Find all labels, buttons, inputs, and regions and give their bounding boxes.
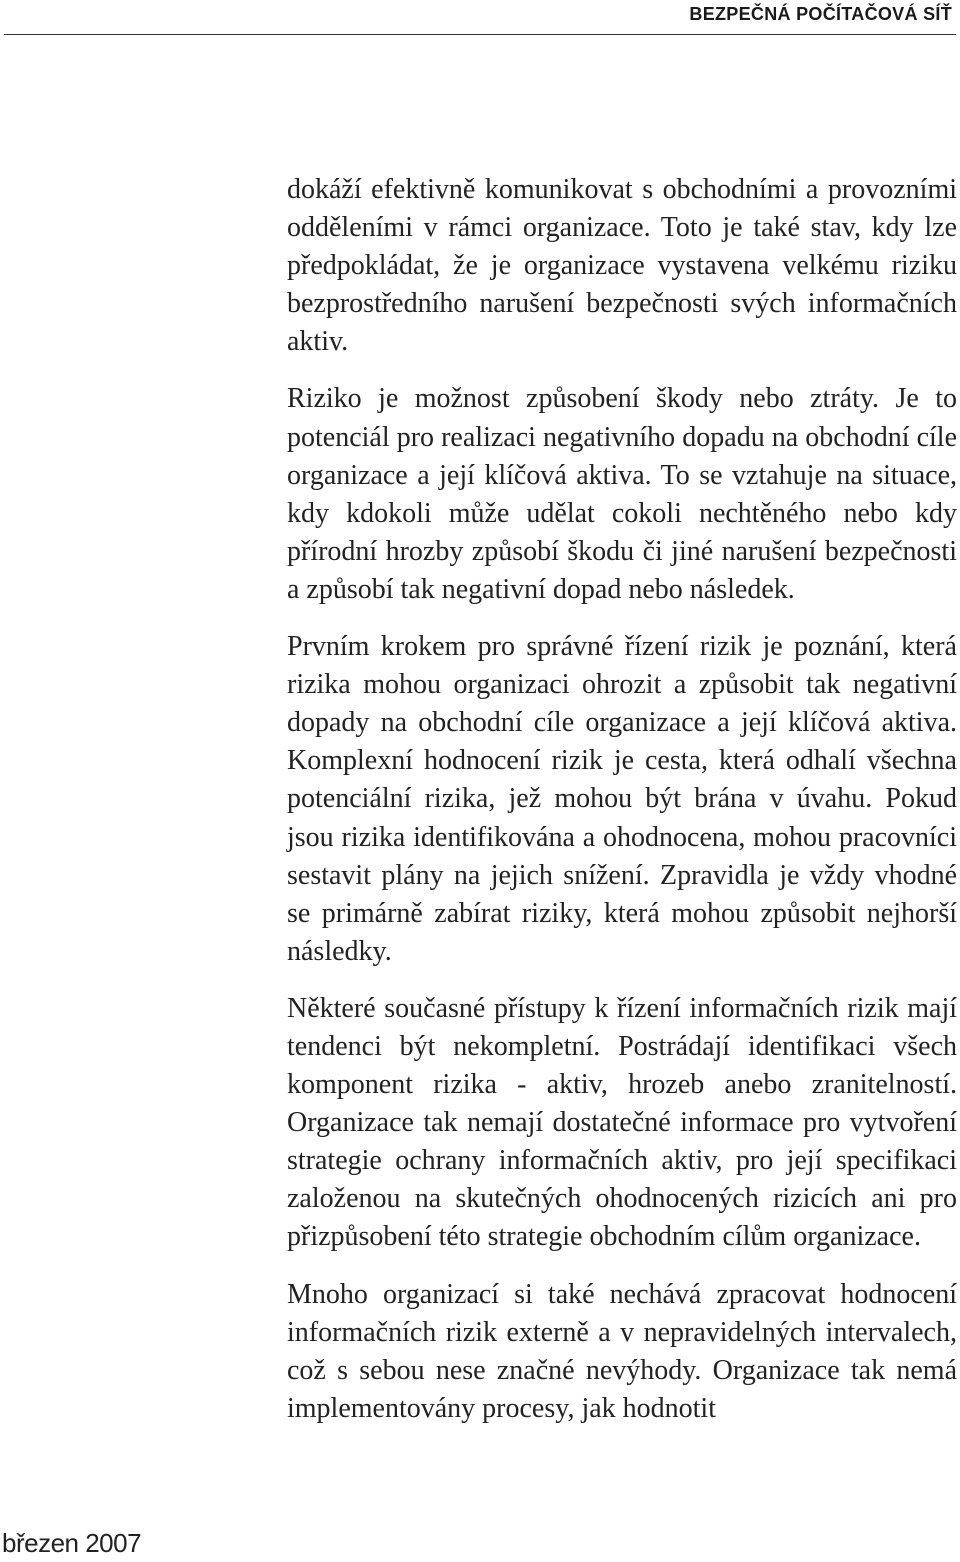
paragraph: dokáží efektivně komunikovat s obchodními a provozními odděleními v rámci organizace. Toto je také stav, kdy lze předpokládat, že je organizace vystavena velkému riziku bezprostředního narušení bezpečnosti svých informačních aktiv. <box>287 174 957 358</box>
paragraph: Prvním krokem pro správné řízení rizik je poznání, která rizika mohou organizaci ohrozit a způsobit tak negativní dopady na obchodní cíle organizace a její klíčová aktiva. Komplexní hodnocení rizik je cesta, která odhalí všechna potenciální rizika, jež mohou být brána v úvahu. Pokud jsou rizika identifikována a ohodnocena, mohou pracovníci sestavit plány na jejich snížení. Zpravidla je vždy vhodné se primárně zabírat riziky, která mohou způsobit nejhorší následky. <box>287 631 957 967</box>
header-divider <box>4 34 956 35</box>
article-body <box>287 171 957 1447</box>
paragraph: Riziko je možnost způsobení škody nebo ztráty. Je to potenciál pro realizaci negativního dopadu na obchodní cíle organizace a její klíčová aktiva. To se vztahuje na situace, kdy kdokoli může udělat cokoli nechtěného nebo kdy přírodní hrozby způsobí škodu či jiné narušení bezpečnosti a způsobí tak negativní dopad nebo následek. <box>287 383 957 605</box>
issue-date: březen 2007 <box>2 1528 142 1558</box>
paragraph: Mnoho organizací si také nechává zpracovat hodnocení informačních rizik externě a v nepravidelných intervalech, což s sebou nese značné nevýhody. Organizace tak nemá implementovány procesy, jak hodnotit <box>287 1278 957 1424</box>
running-header-title: BEZPEČNÁ POČÍTAČOVÁ SÍŤ <box>689 4 952 24</box>
paragraph: Některé současné přístupy k řízení informačních rizik mají tendenci být nekompletní. Postrádají identifikaci všech komponent rizika - aktiv, hrozeb anebo zranitelností. Organizace tak nemají dostatečné informace pro vytvoření strategie ochrany informačních aktiv, pro její specifikaci založenou na skutečných ohodnocených rizicích ani pro přizpůsobení této strategie obchodním cílům organizace. <box>287 992 957 1253</box>
